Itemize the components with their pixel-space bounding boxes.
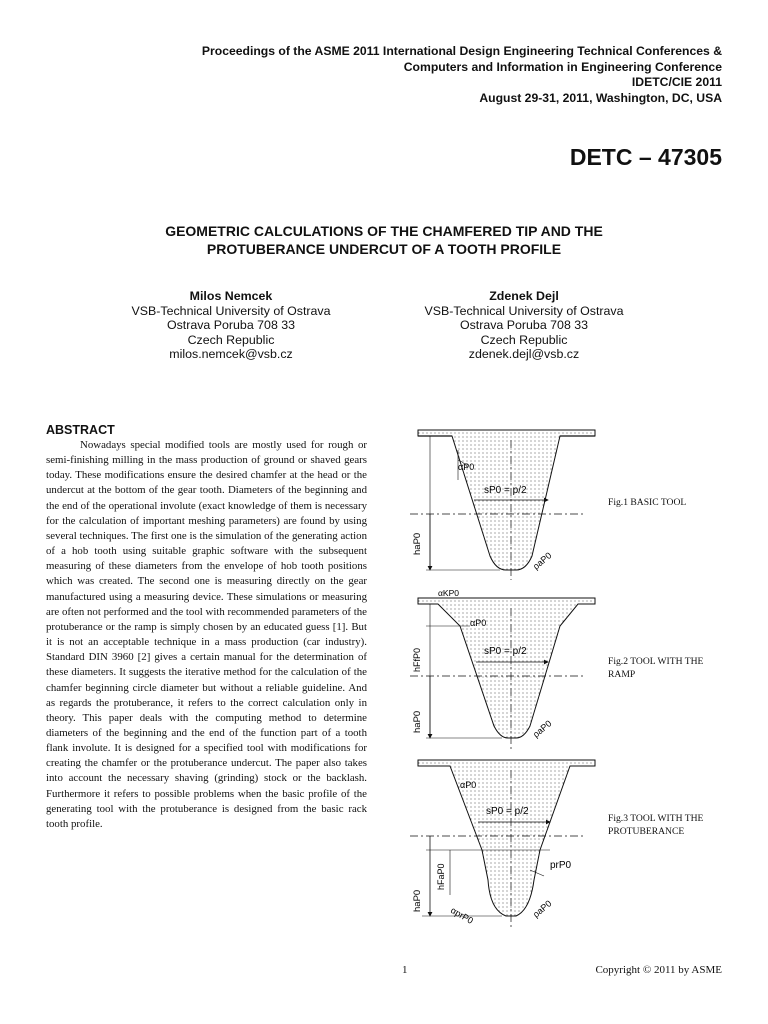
page-number: 1: [402, 964, 408, 976]
title-line-2: PROTUBERANCE UNDERCUT OF A TOOTH PROFILE: [206, 241, 562, 257]
label-height: haP0: [412, 532, 423, 555]
figure-1-caption: Fig.1 BASIC TOOL: [608, 497, 687, 508]
copyright-notice: Copyright © 2011 by ASME: [595, 964, 722, 976]
header-line-4: August 29-31, 2011, Washington, DC, USA: [479, 90, 722, 105]
author-affiliation: VSB-Technical University of Ostrava: [424, 303, 624, 318]
proceedings-header: [202, 44, 722, 106]
figure-1-basic-tool: [410, 430, 595, 580]
author-block-2: [374, 289, 674, 362]
abstract-body: Nowadays special modified tools are mostly used for rough or semi-finishing milling in the mass production of ground or shaved gears today. These modifications ensure the desired chamfer at the head or the undercut at the bottom of the gear tooth. Diameters of the beginning and the end of the operational involute (exact knowledge of them is necessary for the calculation of important meshing parameters) are found by using several techniques. The first one is the simulation of the generating action of a hob tooth using suitable graphic software with the subsequent measuring of these diameters from the envelope of hob tooth positions which was created. The second one is measuring directly on the gear manufactured using a measuring device. These simulations or measuring are often not performed and the tool with recommended parameters of the protuberance or the ramp is simply chosen by an educated guess [1]. But it is not an acceptable technique in a mass production (car industry). Standard DIN 3960 [2] gives a certain manual for the determination of these diameters. It suggests the iterative method for the calculation of the chamfer beginning circle diameter but without a reliable guideline. And as regards the protuberance, it refers to the correct calculation only in theory. This paper deals with the computing method to determine diameters of the beginning and the end of the function part of a tooth flank involute. It is designed for a specified tool with modifications for creating the chamfer or the protuberance undercut. The paper also takes into account the necessary shaving (grinding) stock or the backlash. Furthermore it refers to possible problems when the basic profile of the generating tool with the protuberance is designed from the basic rack tooth profile.: [46, 439, 367, 830]
figure-2-tool-with-ramp: [410, 588, 595, 750]
author-country: Czech Republic: [187, 332, 275, 347]
tool-profile-figures: [410, 420, 600, 930]
author-address: Ostrava Poruba 708 33: [166, 318, 296, 333]
label-height: haP0: [412, 710, 423, 733]
label-spacing: sP0 = p/2: [484, 485, 527, 496]
author-country: Czech Republic: [480, 332, 568, 347]
label-protuberance: prP0: [550, 860, 572, 871]
label-spacing: sP0 = p/2: [486, 806, 529, 817]
header-line-1: Proceedings of the ASME 2011 International Design Engineering Technical Conferences &: [201, 44, 722, 58]
label-height-ramp: hFfP0: [412, 647, 422, 672]
header-line-3: IDETC/CIE 2011: [631, 75, 722, 89]
label-height-protuberance: hFaP0: [436, 863, 446, 890]
title-line-1: GEOMETRIC CALCULATIONS OF THE CHAMFERED TIP AND THE: [165, 223, 603, 239]
header-line-2: Computers and Information in Engineering Conference: [403, 59, 722, 74]
author-block-1: [81, 289, 381, 362]
label-alpha: αP0: [458, 462, 475, 472]
author-address: Ostrava Poruba 708 33: [459, 318, 589, 333]
author-email: milos.nemcek@vsb.cz: [169, 347, 293, 362]
label-alpha: αP0: [460, 780, 477, 790]
paper-title: [60, 222, 708, 258]
label-radius: ρaP0: [530, 718, 554, 740]
label-alpha-protuberance: αprP0: [449, 905, 475, 926]
paper-id: DETC – 47305: [569, 144, 722, 170]
author-name: Milos Nemcek: [189, 289, 273, 303]
figure-2-caption: Fig.2 TOOL WITH THE RAMP: [608, 656, 704, 680]
author-email: zdenek.dejl@vsb.cz: [468, 347, 580, 362]
tool-tooth-shape: [418, 598, 595, 738]
label-spacing: sP0 = p/2: [484, 646, 527, 657]
figure-3-tool-with-protuberance: [410, 760, 595, 928]
tool-tooth-shape: [418, 760, 595, 916]
author-name: Zdenek Dejl: [489, 289, 559, 303]
label-radius: ρaP0: [530, 550, 554, 572]
label-alpha: αP0: [470, 618, 487, 628]
abstract-heading: ABSTRACT: [46, 423, 115, 437]
figure-3-caption: Fig.3 TOOL WITH THE PROTUBERANCE: [608, 813, 704, 837]
label-alpha-ramp: αKP0: [438, 588, 459, 598]
label-height: haP0: [412, 889, 423, 912]
author-affiliation: VSB-Technical University of Ostrava: [131, 303, 331, 318]
label-radius: ρaP0: [530, 898, 554, 920]
